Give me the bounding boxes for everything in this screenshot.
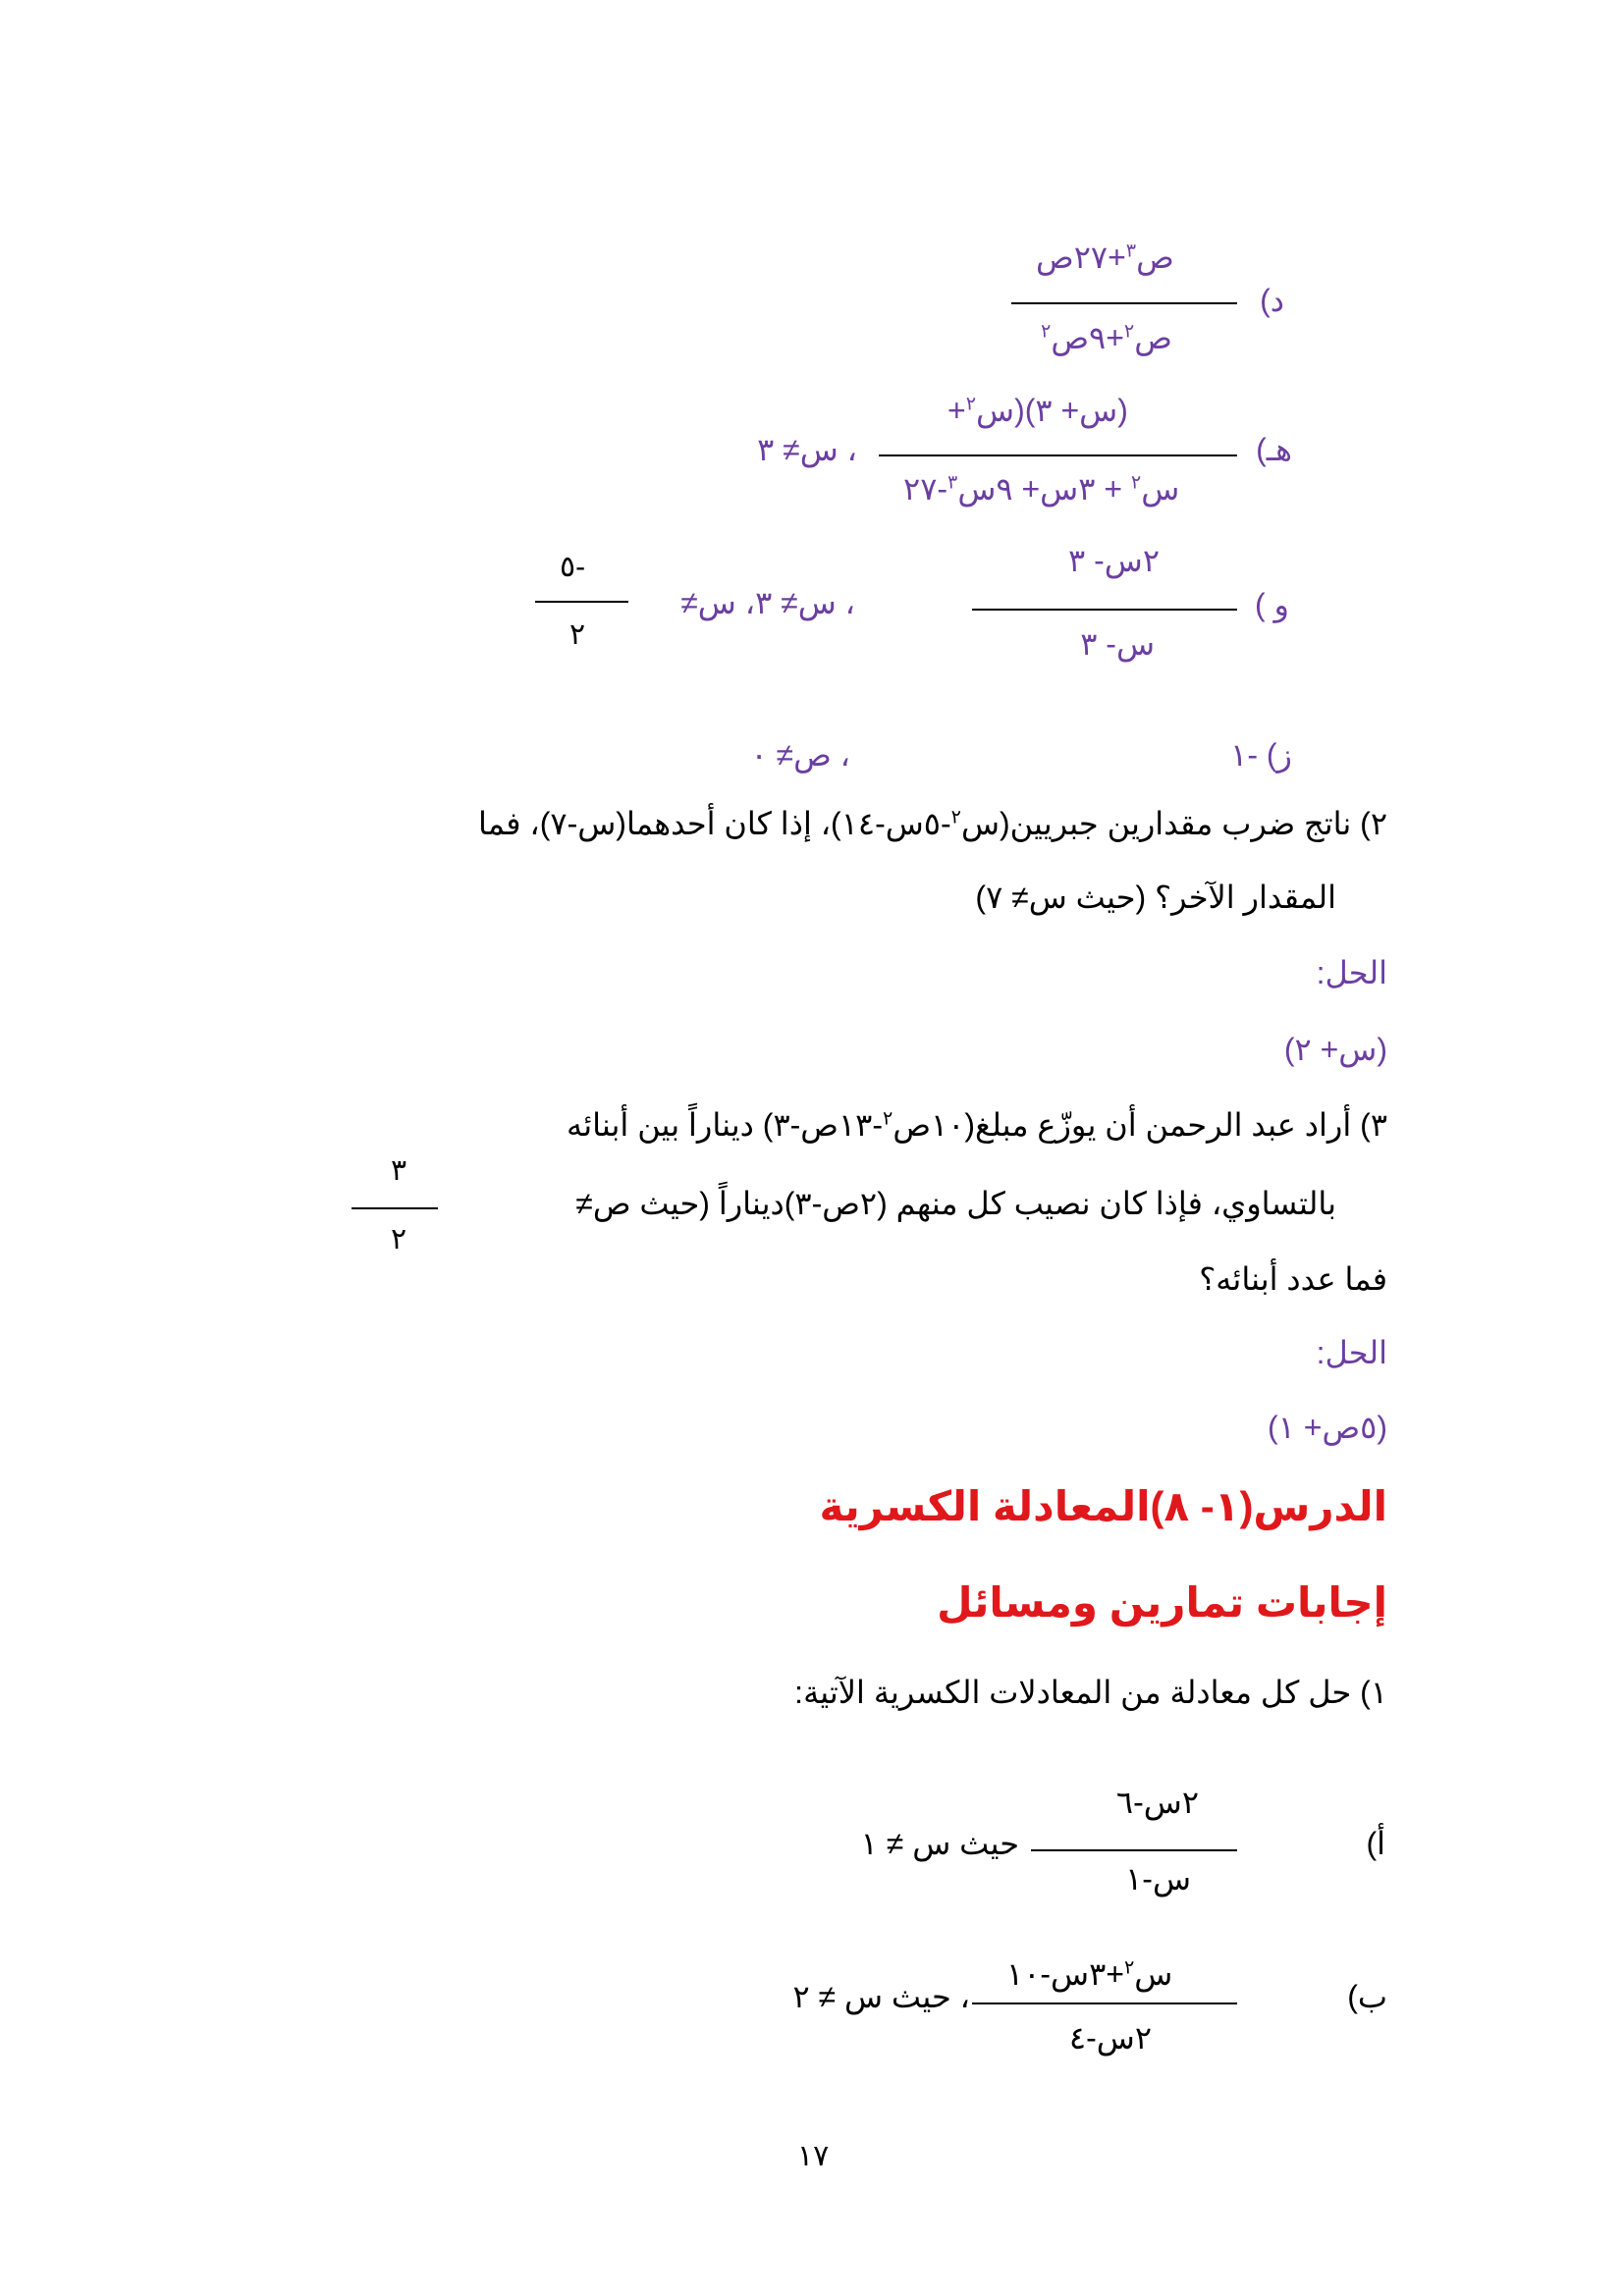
lesson-subtitle: إجابات تمارين ومسائل: [937, 1579, 1387, 1626]
item-h-denominator: س$^٢$ + ٣س+ ٩س$^٣$-٢٧: [903, 471, 1180, 507]
q2-solution-label: الحل:: [1316, 955, 1387, 990]
item-d-label: د): [1260, 283, 1284, 318]
lesson-title: الدرس(١- ٨)المعادلة الكسرية: [819, 1483, 1387, 1529]
q1-a-fraction-bar: [1031, 1849, 1237, 1851]
item-d-denominator: ص$^٢$+٩ص$^٢$: [1041, 320, 1172, 355]
q3-line1: ٣) أراد عبد الرحمن أن يوزّع مبلغ(١٠ص$^٢$-١٣ص-٣) ديناراً بين أبنائه: [567, 1107, 1387, 1143]
item-d-numerator: ص$^٣$+٢٧ص: [1036, 240, 1174, 275]
item-h-condition: ، س≠ ٣: [757, 432, 857, 467]
q1-b-denominator: ٢س-٤: [1068, 2020, 1152, 2056]
item-h-fraction-bar: [879, 454, 1237, 456]
item-w-condition: ، س≠ ٣، س≠: [680, 585, 855, 620]
item-h-numerator: (س+ ٣)(س$^٢$+: [947, 393, 1128, 428]
q1-b-numerator: س$^٢$+٣س-١٠: [1006, 1956, 1173, 1992]
q3-solution-label: الحل:: [1316, 1335, 1387, 1370]
item-w-fraction-bar: [972, 609, 1237, 611]
q3-line3: فما عدد أبنائه؟: [1199, 1261, 1387, 1297]
q1-b-label: ب): [1347, 1979, 1387, 2014]
item-w-side-denominator: ٢: [569, 618, 586, 651]
q3-answer: (٥ص+ ١): [1268, 1410, 1387, 1445]
item-w-side-numerator: -٥: [560, 551, 586, 583]
page-number: ١٧: [797, 2140, 830, 2172]
item-h-label: هـ): [1256, 432, 1292, 467]
item-z-condition: ، ص≠ ٠: [750, 737, 850, 773]
q2-line2: المقدار الآخر؟ (حيث س≠ ٧): [975, 880, 1336, 915]
item-z-label: ز) -١: [1230, 737, 1292, 773]
q2-line1: ٢) ناتج ضرب مقدارين جبريين(س$^٢$-٥س-١٤)، إذا كان أحدهما(س-٧)، فما: [477, 806, 1387, 841]
item-w-numerator: ٢س- ٣: [1068, 543, 1160, 578]
q1-a-numerator: ٢س-٦: [1115, 1785, 1199, 1820]
q1-a-condition: حيث س ≠ ١: [860, 1826, 1019, 1861]
item-w-side-fraction-bar: [535, 601, 628, 603]
q1-a-label: أ): [1366, 1826, 1385, 1861]
item-w-label: و ): [1255, 587, 1289, 622]
q2-answer: (س+ ٢): [1283, 1032, 1387, 1067]
q3-cond-fraction-bar: [352, 1207, 438, 1209]
q1-prompt: ١) حل كل معادلة من المعادلات الكسرية الآتية:: [794, 1675, 1387, 1710]
q3-line2: بالتساوي، فإذا كان نصيب كل منهم (٢ص-٣)ديناراً (حيث ص≠: [575, 1186, 1336, 1221]
q3-cond-denominator: ٢: [391, 1223, 407, 1255]
q1-b-fraction-bar: [972, 2002, 1237, 2004]
q3-cond-numerator: ٣: [391, 1154, 407, 1187]
q1-a-denominator: س-١: [1125, 1861, 1191, 1896]
item-d-fraction-bar: [1011, 302, 1237, 304]
q1-b-condition: ، حيث س ≠ ٢: [792, 1979, 970, 2014]
item-w-denominator: س- ٣: [1080, 626, 1155, 662]
